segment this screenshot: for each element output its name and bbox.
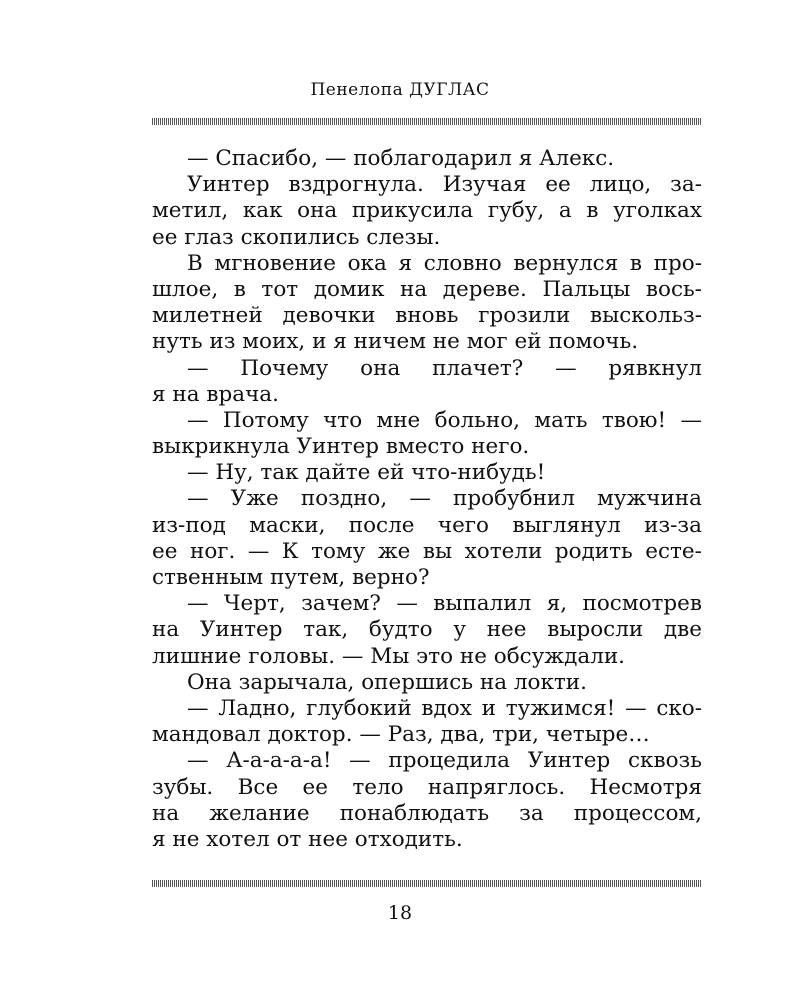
- running-header: Пенелопа ДУГЛАС: [310, 80, 490, 100]
- text-line: на Уинтер так, будто у нее выросли две: [152, 617, 702, 643]
- text-line: лишние головы. — Мы это не обсуждали.: [152, 643, 626, 669]
- text-line: Она зарычала, опершись на локти.: [187, 669, 587, 695]
- text-line: — Ладно, глубокий вдох и тужимся! — ско-: [187, 695, 702, 721]
- text-line: — А-а-а-а-а! — процедила Уинтер сквозь: [187, 748, 702, 774]
- text-line: я на врача.: [152, 381, 279, 407]
- header-divider: [152, 118, 702, 125]
- text-line: — Спасибо, — поблагодарил я Алекс.: [187, 146, 615, 171]
- text-line: — Черт, зачем? — выпалил я, посмотрев: [187, 591, 702, 617]
- page-number: 18: [387, 902, 413, 924]
- text-line: В мгновение ока я словно вернулся в про-: [187, 250, 702, 276]
- paragraph: [152, 696, 702, 748]
- body-text: [152, 146, 702, 853]
- text-line: выкрикнула Уинтер вместо него.: [152, 434, 530, 460]
- text-line: — Потому что мне больно, мать твою! —: [187, 407, 702, 433]
- paragraph: [152, 591, 702, 670]
- paragraph: [152, 670, 702, 696]
- footer-divider: [152, 880, 702, 887]
- text-line: нуть из моих, и я ничем не мог ей помочь.: [152, 329, 639, 355]
- text-line: — Уже поздно, — пробубнил мужчина: [187, 486, 702, 512]
- text-line: зубы. Все ее тело напряглось. Несмотря: [152, 774, 702, 800]
- paragraph: [152, 408, 702, 460]
- text-line: шлое, в тот домик на дереве. Пальцы вось-: [152, 276, 702, 302]
- text-line: на желание понаблюдать за процессом,: [152, 800, 702, 826]
- text-line: ее ног. — К тому же вы хотели родить есте-: [152, 538, 702, 564]
- paragraph: [152, 460, 702, 486]
- paragraph: [152, 146, 702, 172]
- paragraph: [152, 486, 702, 591]
- text-line: я не хотел от нее отходить.: [152, 826, 463, 852]
- text-line: мандовал доктор. — Раз, два, три, четыре…: [152, 722, 650, 748]
- text-line: ее глаз скопились слезы.: [152, 224, 441, 250]
- text-line: — Почему она плачет? — рявкнул: [187, 355, 702, 381]
- text-line: из-под маски, после чего выглянул из-за: [152, 512, 702, 538]
- paragraph: [152, 251, 702, 356]
- paragraph: [152, 356, 702, 408]
- text-line: Уинтер вздрогнула. Изучая ее лицо, за-: [187, 172, 702, 198]
- text-line: ственным путем, верно?: [152, 565, 430, 590]
- text-line: милетней девочки вновь грозили выскольз-: [152, 303, 702, 329]
- paragraph: [152, 172, 702, 251]
- paragraph: [152, 748, 702, 853]
- text-line: — Ну, так дайте ей что-нибудь!: [187, 460, 546, 486]
- text-line: метил, как она прикусила губу, а в уголках: [152, 198, 702, 224]
